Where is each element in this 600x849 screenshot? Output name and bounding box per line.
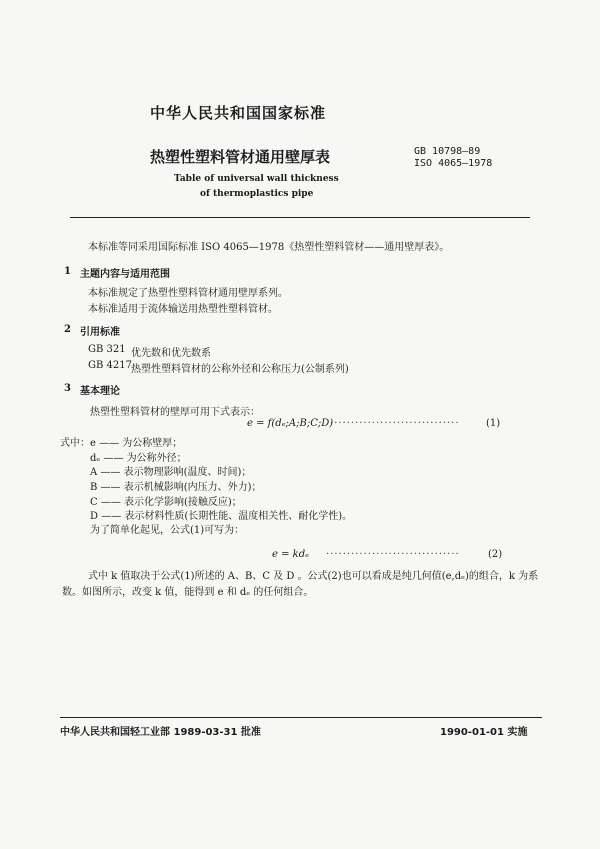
approval-line: 中华人民共和国轻工业部 1989-03-31 批准	[60, 727, 261, 738]
definition-A: A —— 表示物理影响(温度、时间)；	[90, 467, 252, 478]
explanation-line-1: 式中 k 值取决于公式(1)所述的 A、B、C 及 D 。公式(2)也可以看成是纯几何值(e,dₑ)的组合，k 为系	[88, 571, 539, 582]
section-3-title: 基本理论	[80, 386, 120, 397]
effective-date-line: 1990-01-01 实施	[440, 727, 528, 738]
formula-2-number: (2)	[488, 549, 503, 560]
formula-1: e = f(dₑ;A;B;C;D)	[247, 418, 334, 429]
english-title-line1: Table of universal wall thickness	[174, 174, 339, 184]
intro-paragraph: 本标准等同采用国际标准 ISO 4065—1978《热塑性塑料管材——通用壁厚表》。	[88, 242, 450, 253]
definition-d: dₑ —— 为公称外径；	[90, 453, 187, 464]
footer-rule	[60, 717, 542, 718]
section-1-para-1: 本标准规定了热塑性塑料管材通用壁厚系列。	[88, 288, 288, 299]
section-2-title: 引用标准	[80, 327, 120, 338]
document-title: 热塑性塑料管材通用壁厚表	[150, 148, 331, 166]
section-1-number: 1	[64, 266, 71, 277]
simplify-paragraph: 为了简单化起见，公式(1)可写为：	[90, 525, 245, 536]
reference-1-code: GB 321	[88, 344, 126, 355]
section-1-title: 主题内容与适用范围	[80, 269, 170, 280]
section-1-para-2: 本标准适用于流体输送用热塑性塑料管材。	[88, 304, 278, 315]
section-3-number: 3	[64, 383, 71, 394]
reference-1-text: 优先数和优先数系	[131, 348, 211, 359]
standard-code-iso: ISO 4065—1978	[414, 158, 493, 169]
reference-2-text: 热塑性塑料管材的公称外径和公称压力(公制系列)	[131, 364, 349, 375]
where-label: 式中：	[60, 438, 90, 449]
section-2-number: 2	[64, 324, 71, 335]
formula-1-leader: ·······························	[330, 418, 460, 429]
header-rule	[70, 217, 530, 218]
english-title-line2: of thermoplastics pipe	[200, 189, 314, 199]
formula-2: e = kdₑ	[272, 549, 309, 560]
national-standard-heading: 中华人民共和国国家标准	[150, 104, 327, 122]
definition-e: e —— 为公称壁厚；	[90, 438, 183, 449]
formula-2-leader: ································	[326, 549, 460, 560]
explanation-line-2: 数。如图所示，改变 k 值，能得到 e 和 dₑ 的任何组合。	[62, 587, 314, 598]
formula-1-number: (1)	[486, 418, 501, 429]
standard-code-gb: GB 10798—89	[414, 146, 481, 157]
definition-B: B —— 表示机械影响(内压力、外力)；	[90, 482, 262, 493]
definition-C: C —— 表示化学影响(接触反应)；	[90, 497, 242, 508]
reference-2-code: GB 4217	[88, 360, 132, 371]
definition-D: D —— 表示材料性质(长期性能、温度相关性、耐化学性)。	[90, 511, 353, 522]
section-3-para-1: 热塑性塑料管材的壁厚可用下式表示：	[90, 407, 260, 418]
